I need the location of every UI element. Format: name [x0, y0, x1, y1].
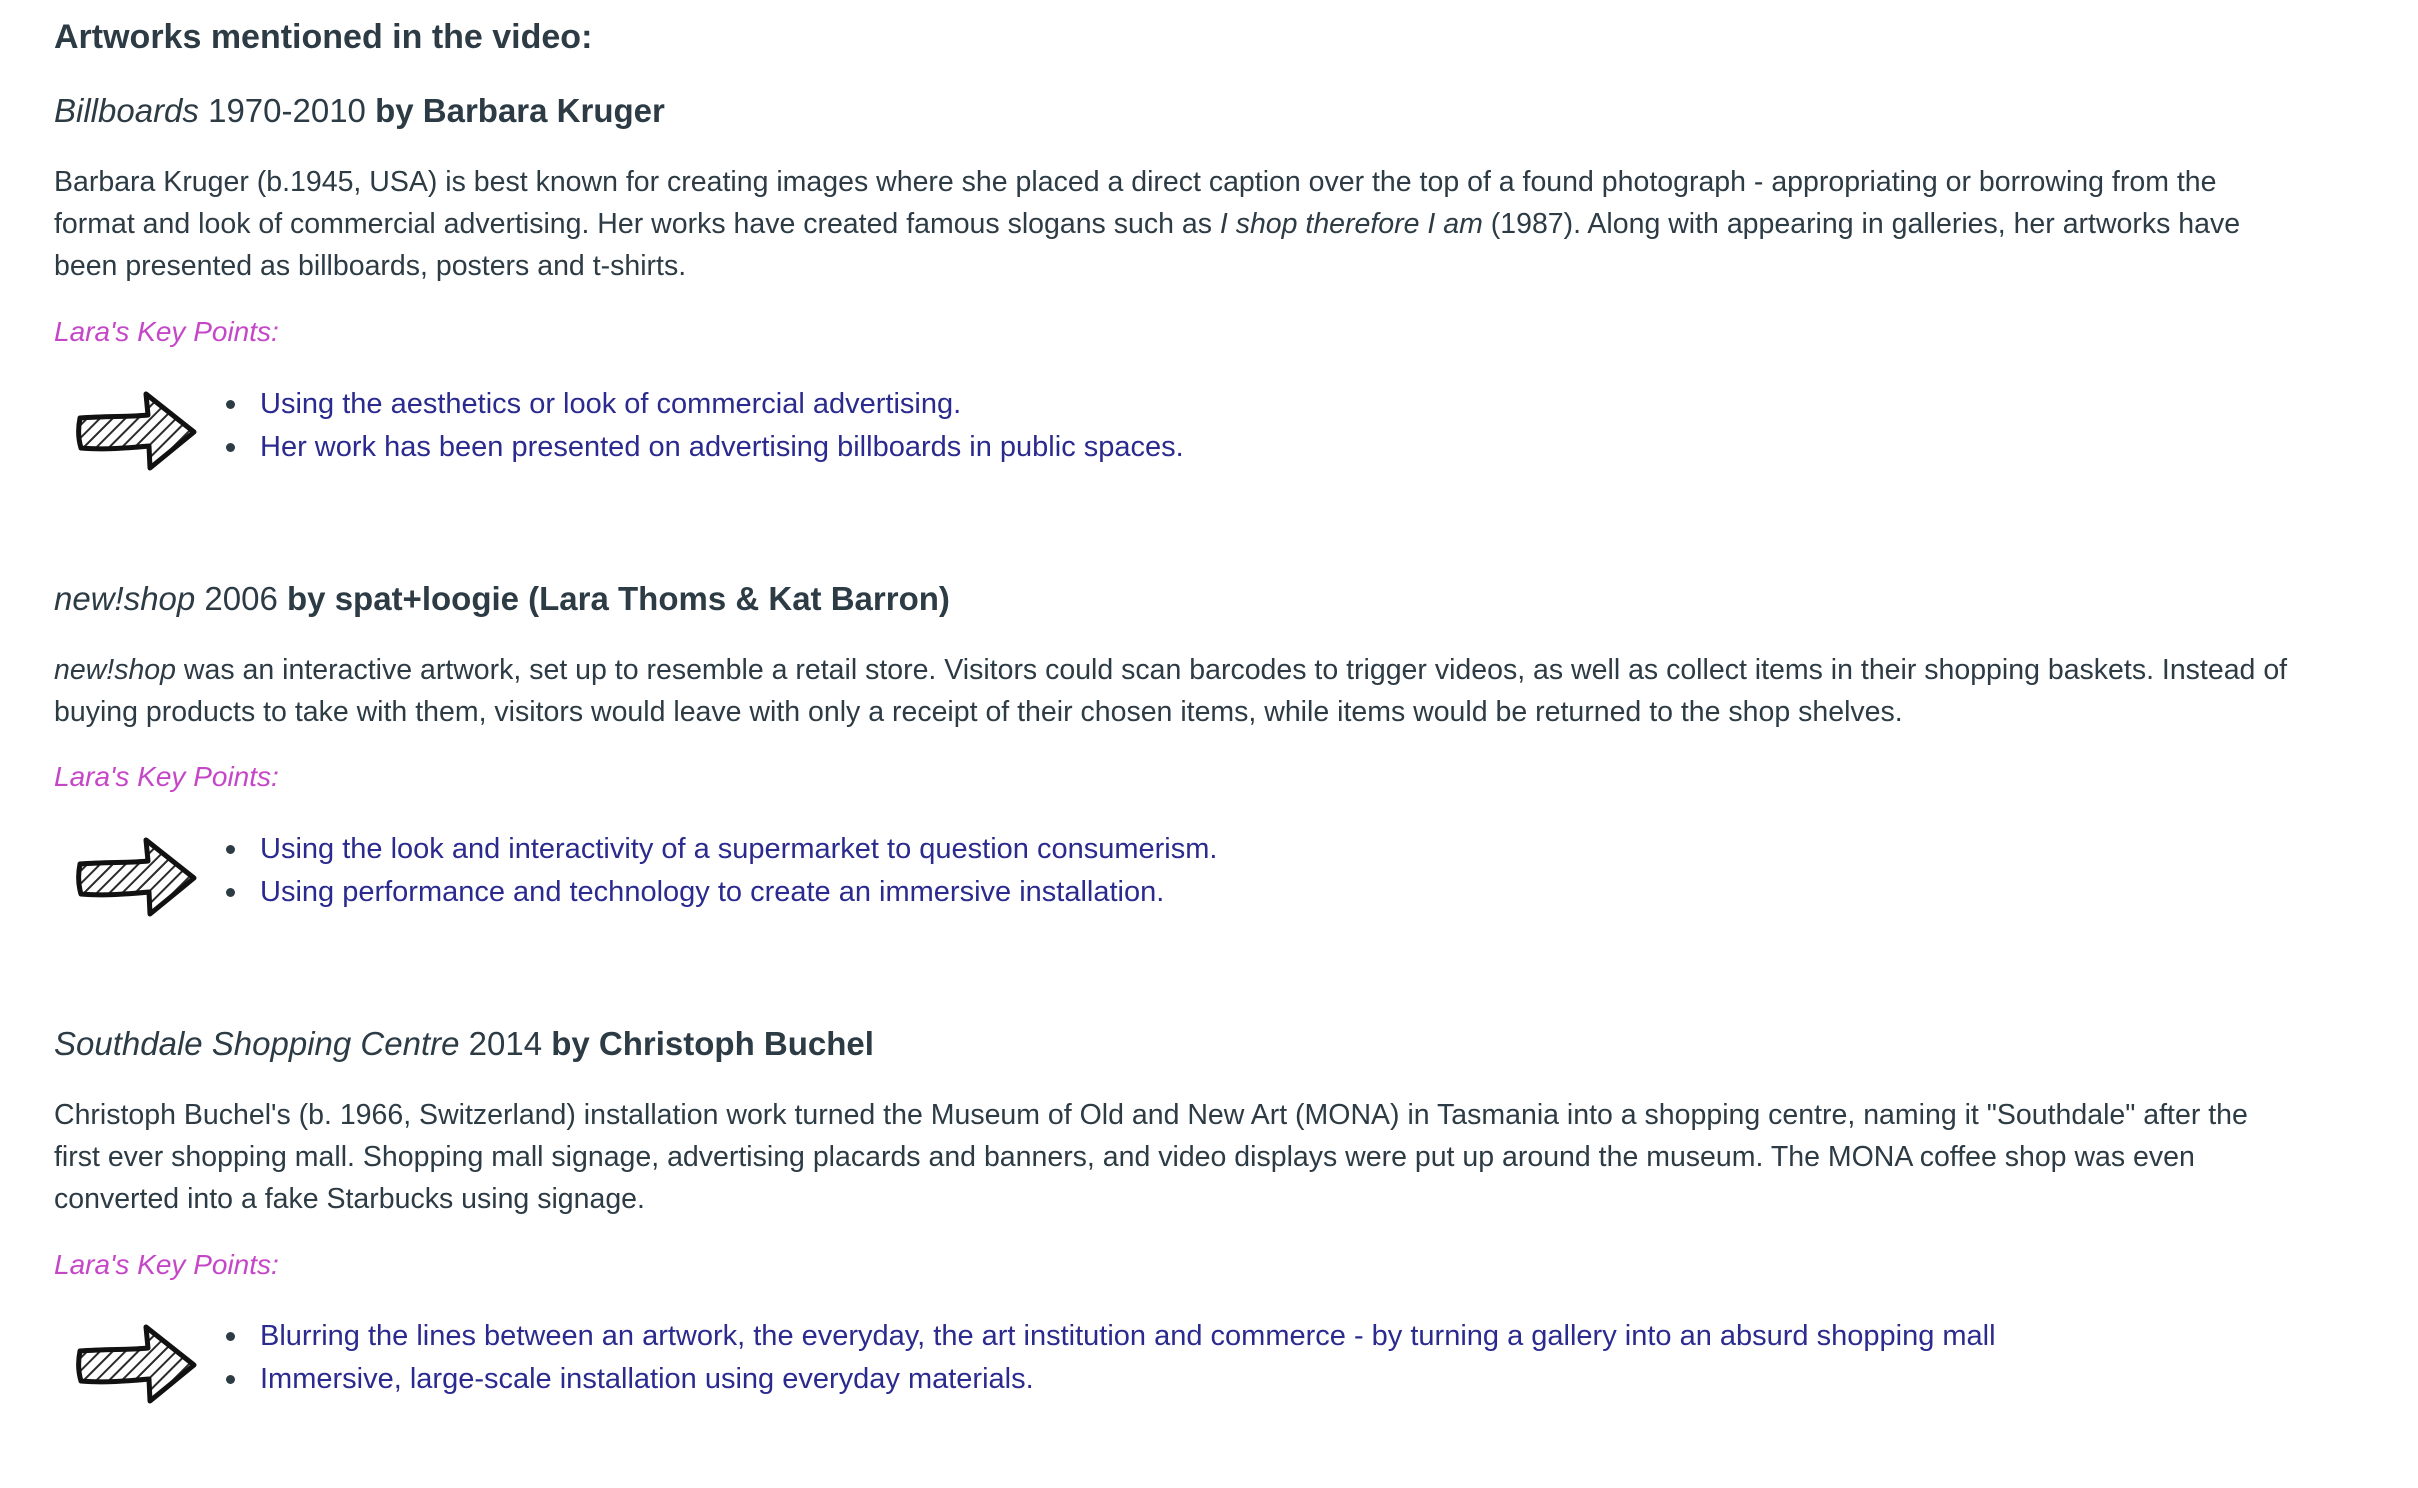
description-text: Christoph Buchel's (b. 1966, Switzerland) installation work turned the Museum of Old and New Art (MONA) in Tasmania into a shopping centre, naming it "Southdale" after the first ever shopping mall. Shopping mall signage, advertising placards and banners, and video displays were put up around the museum. The MONA coffee shop was even converted into a fake Starbucks using signage. [54, 1099, 2248, 1215]
hand-drawn-arrow-icon [76, 836, 198, 918]
artwork-name: new!shop [54, 580, 196, 617]
description-text: (1987). Along with appearing in galleries, her artworks have been presented as billboards, posters and t-shirts. [54, 208, 2241, 282]
page-heading: Artworks mentioned in the video: [54, 18, 593, 56]
key-points-label: Lara's Key Points: [54, 761, 279, 792]
artwork-year: 2006 [195, 580, 278, 617]
key-points-label: Lara's Key Points: [54, 316, 279, 347]
key-point-item: Using the look and interactivity of a supermarket to question consumerism. [224, 828, 1217, 871]
artwork-title-billboards [54, 92, 665, 130]
artwork-artist: by spat+loogie (Lara Thoms & Kat Barron) [277, 580, 950, 617]
artwork-description-southdale [54, 1094, 2294, 1220]
artwork-artist: by Christoph Buchel [542, 1025, 874, 1062]
artwork-year: 1970-2010 [198, 92, 366, 129]
key-point-item: Blurring the lines between an artwork, the everyday, the art institution and commerce - by turning a gallery into an absurd shopping mall [224, 1315, 1996, 1358]
artwork-year: 2014 [459, 1025, 543, 1062]
key-point-item: Immersive, large-scale installation using everyday materials. [224, 1358, 1996, 1401]
artwork-name: Southdale Shopping Centre [54, 1025, 460, 1062]
description-slogan: I shop therefore I am [1219, 208, 1483, 240]
artwork-description-billboards [54, 161, 2294, 287]
hand-drawn-arrow-icon [76, 1323, 198, 1405]
key-points-list [224, 1315, 1996, 1401]
artwork-title-southdale [54, 1025, 874, 1063]
description-artwork-name: new!shop [54, 654, 177, 686]
description-text: was an interactive artwork, set up to resemble a retail store. Visitors could scan barcodes to trigger videos, as well as collect items in their shopping baskets. Instead of buying products to take with them, visitors would leave with only a receipt of their chosen items, while items would be returned to the shop shelves. [54, 654, 2288, 728]
key-point-item: Using performance and technology to create an immersive installation. [224, 871, 1217, 914]
key-points-label: Lara's Key Points: [54, 1249, 279, 1280]
key-points-list [224, 383, 1184, 469]
artwork-title-newshop [54, 580, 950, 618]
description-text: Barbara Kruger (b.1945, USA) is best known for creating images where she placed a direct caption over the top of a found photograph - appropriating or borrowing from the format and look of commercial advertising. Her works have created famous slogans such as [54, 166, 2217, 240]
artwork-description-newshop [54, 649, 2294, 733]
artwork-artist: by Barbara Kruger [365, 92, 665, 129]
hand-drawn-arrow-icon [76, 390, 198, 472]
artwork-name: Billboards [54, 92, 199, 129]
key-point-item: Using the aesthetics or look of commercial advertising. [224, 383, 1184, 426]
key-point-item: Her work has been presented on advertising billboards in public spaces. [224, 426, 1184, 469]
key-points-list [224, 828, 1217, 914]
